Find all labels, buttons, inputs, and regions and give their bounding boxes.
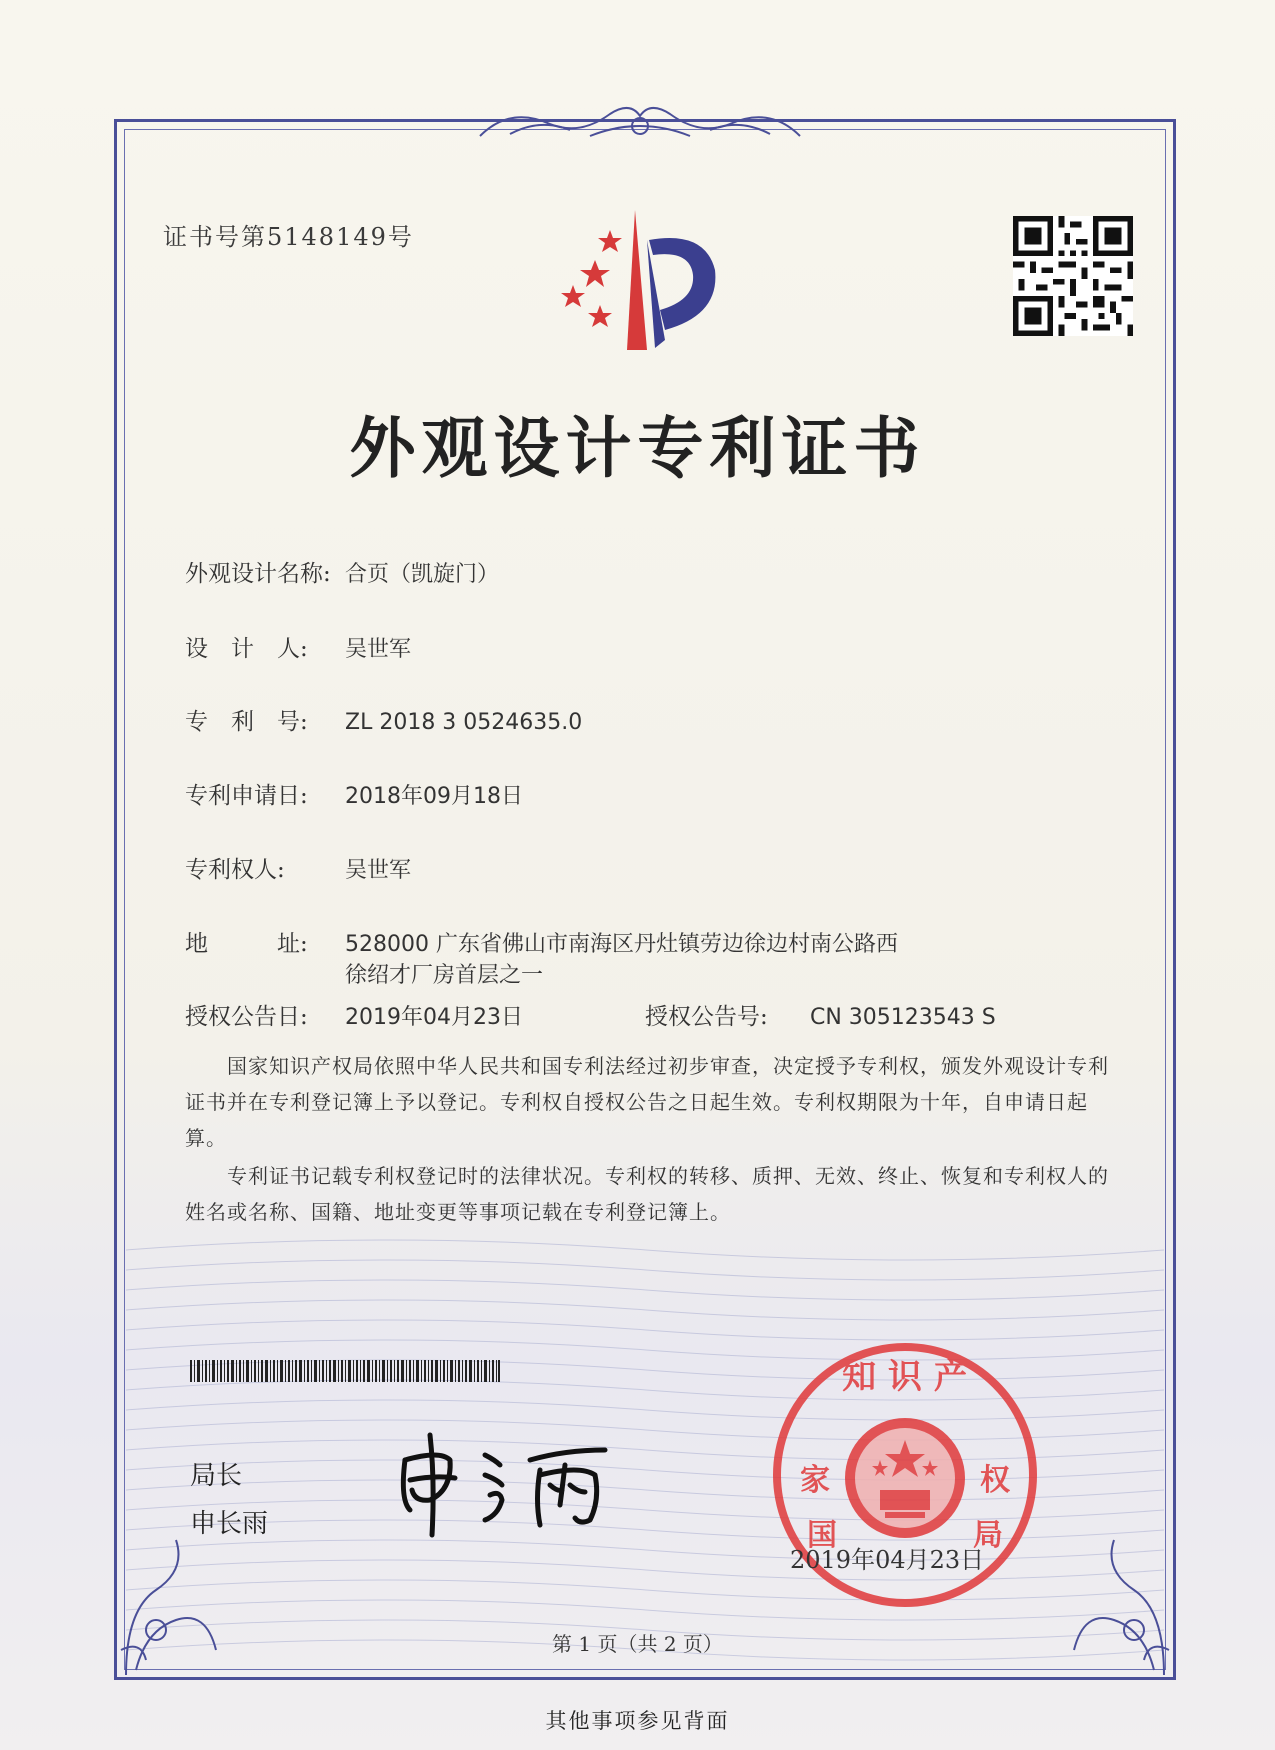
svg-text:权: 权 <box>980 1463 1010 1498</box>
designer-label: 设 计 人: <box>185 636 308 662</box>
director-title: 局长 <box>190 1461 243 1491</box>
document-title: 外观设计专利证书 <box>349 409 926 487</box>
qr-code-icon <box>1013 216 1133 336</box>
patent-no-row <box>185 703 582 736</box>
svg-text:国: 国 <box>807 1518 837 1553</box>
designer-row <box>185 630 411 663</box>
svg-text:知 识 产: 知 识 产 <box>842 1357 968 1397</box>
address-line-1: 528000 广东省佛山市南海区丹灶镇劳边徐边村南公路西 <box>345 932 898 957</box>
patentee-row <box>185 851 411 884</box>
bottom-right-ornament <box>1064 1530 1174 1680</box>
svg-text:家: 家 <box>800 1463 830 1498</box>
patentee-value: 吴世军 <box>345 858 412 883</box>
designer-value: 吴世军 <box>345 637 412 662</box>
top-ornament <box>470 96 810 146</box>
address-line-2: 徐绍才厂房首层之一 <box>345 963 544 988</box>
grant-date-label: 授权公告日: <box>185 1004 308 1030</box>
grant-no-row <box>645 998 996 1031</box>
application-date-value: 2018年09月18日 <box>345 784 523 809</box>
svg-text:局: 局 <box>973 1518 1003 1553</box>
bottom-left-ornament <box>116 1530 226 1680</box>
grant-no-label: 授权公告号: <box>645 1004 768 1030</box>
barcode-icon <box>190 1360 500 1382</box>
application-date-row <box>185 777 523 810</box>
patentee-label: 专利权人: <box>185 857 285 883</box>
director-name: 申长雨 <box>190 1509 269 1539</box>
address-row <box>185 925 898 958</box>
footer-note: 其他事项参见背面 <box>545 1709 730 1733</box>
legal-paragraph-1: 国家知识产权局依照中华人民共和国专利法经过初步审查，决定授予专利权，颁发外观设计专利证书并在专利登记簿上予以登记。专利权自授权公告之日起生效。专利权期限为十年，自申请日起算。 <box>185 1054 1109 1150</box>
design-name-label: 外观设计名称: <box>185 561 331 587</box>
cnipa-emblem-icon <box>555 200 755 355</box>
patent-no-label: 专 利 号: <box>185 709 308 735</box>
address-row-2 <box>345 958 543 989</box>
design-name-row <box>185 555 499 588</box>
certificate-number: 证书号第5148149号 <box>163 223 414 251</box>
director-signature <box>390 1420 650 1540</box>
legal-paragraph-2: 专利证书记载专利权登记时的法律状况。专利权的转移、质押、无效、终止、恢复和专利权人的姓名或名称、国籍、地址变更等事项记载在专利登记簿上。 <box>185 1164 1109 1224</box>
patent-no-value: ZL 2018 3 0524635.0 <box>345 710 583 735</box>
grant-date-row <box>185 998 523 1031</box>
page-indicator: 第 1 页（共 2 页） <box>552 1632 723 1656</box>
application-date-label: 专利申请日: <box>185 783 308 809</box>
address-label: 地 址: <box>185 931 308 957</box>
grant-no-value: CN 305123543 S <box>810 1005 996 1030</box>
grant-date-value: 2019年04月23日 <box>345 1005 523 1030</box>
design-name-value: 合页（凯旋门） <box>345 562 500 587</box>
seal-date: 2019年04月23日 <box>790 1546 985 1574</box>
